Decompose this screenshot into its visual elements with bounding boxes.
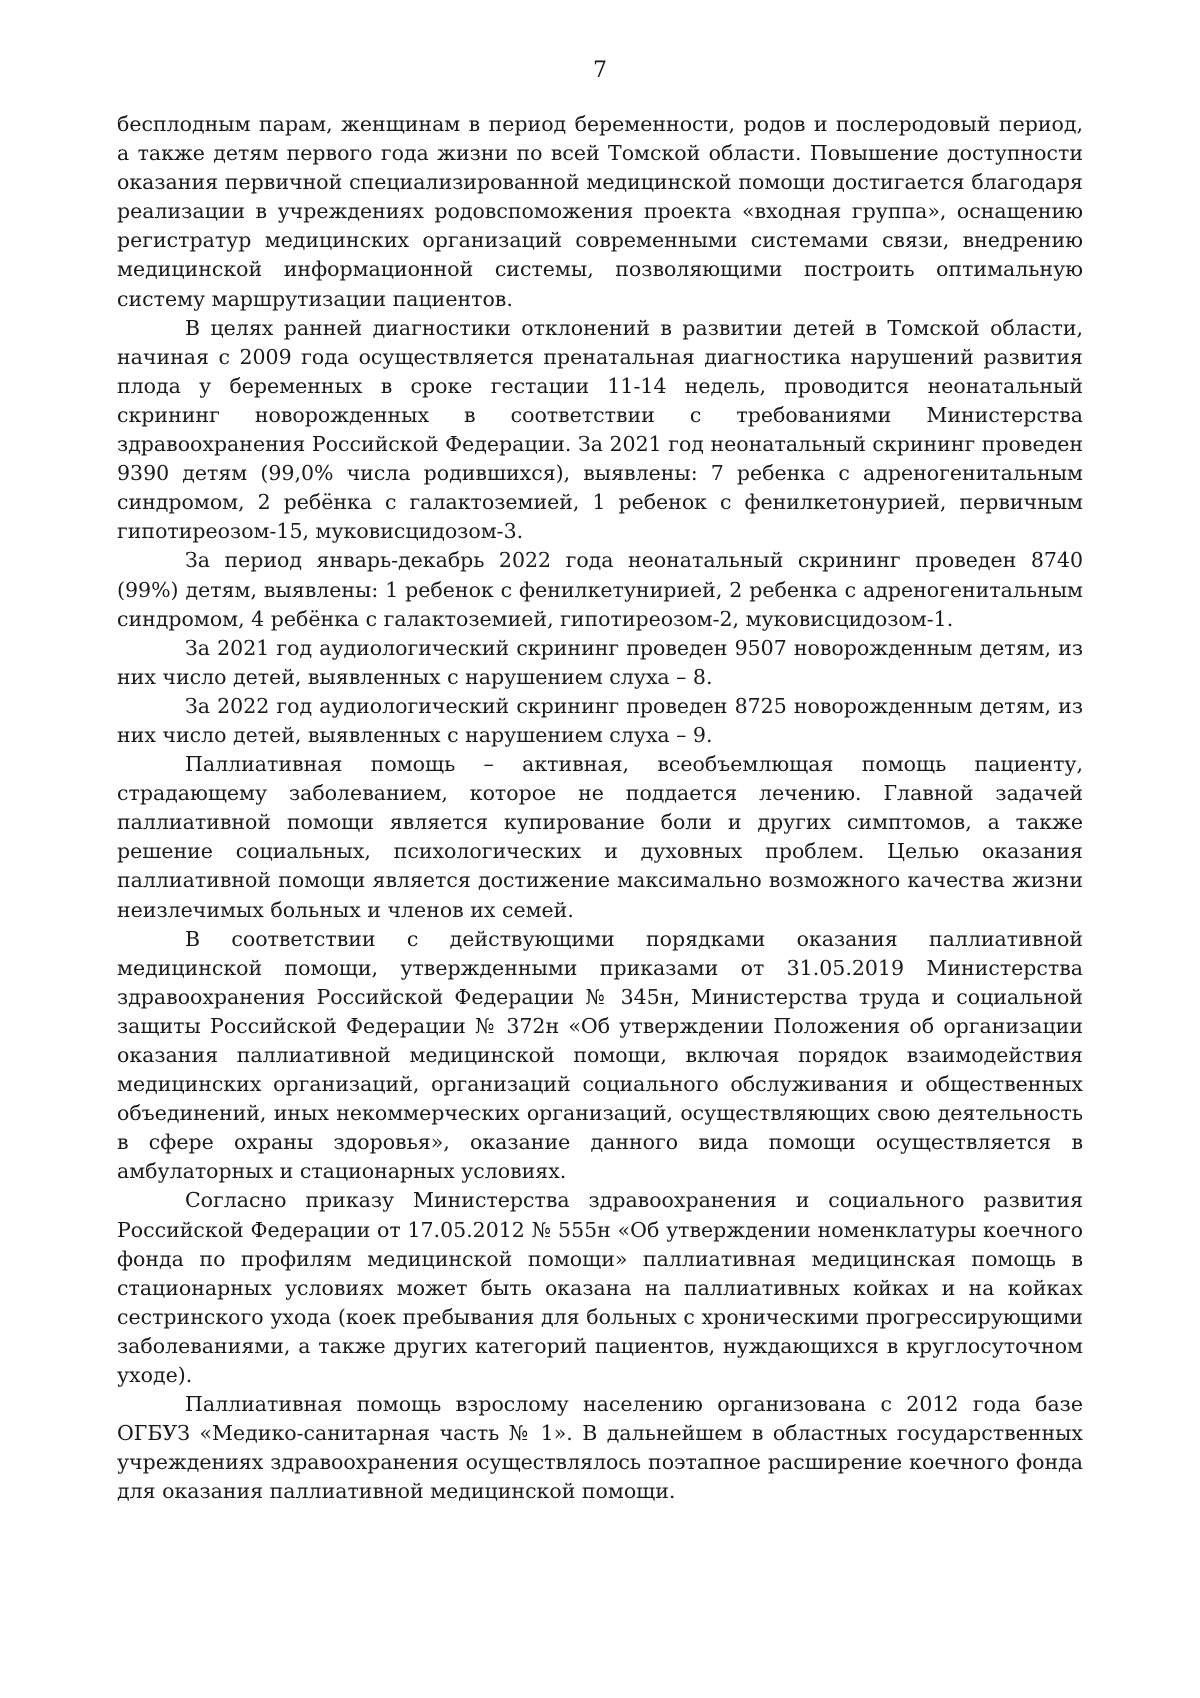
- paragraph-bed-nomenclature: Согласно приказу Министерства здравоохранения и социального развития Российской Федерации от 17.05.2012 № 555н «Об утверждении номенклатуры коечного фонда по профилям медицинской помощи» паллиативная медицинская помощь в стационарных условиях может быть оказана на паллиативных койках и на койках сестринского ухода (коек пребывания для больных с хроническими прогрессирующими заболеваниями, а также других категорий пациентов, нуждающихся в круглосуточном уходе).: [117, 1188, 1083, 1388]
- paragraph-continuation: бесплодным парам, женщинам в период беременности, родов и послеродовый период, а также детям первого года жизни по всей Томской области. Повышение доступности оказания первичной специализированной медицинской помощи достигается благодаря реализации в учреждениях родовспоможения проекта «входная группа», оснащению регистратур медицинских организаций современными системами связи, внедрению медицинской информационной системы, позволяющими построить оптимальную систему маршрутизации пациентов.: [117, 112, 1083, 311]
- paragraph-audiology-2021: За 2021 год аудиологический скрининг проведен 9507 новорожденным детям, из них число детей, выявленных с нарушением слуха – 8.: [117, 635, 1083, 689]
- paragraph-palliative-regulations: В соответствии с действующими порядками оказания паллиативной медицинской помощи, утвержденными приказами от 31.05.2019 Министерства здравоохранения Российской Федерации № 345н, Министерства труда и социальной защиты Российской Федерации № 372н «Об утверждении Положения об организации оказания паллиативной медицинской помощи, включая порядок взаимодействия медицинских организаций, организаций социального обслуживания и общественных объединений, иных некоммерческих организаций, осуществляющих свою деятельность в сфере охраны здоровья», оказание данного вида помощи осуществляется в амбулаторных и стационарных условиях.: [117, 926, 1083, 1184]
- document-body: [117, 110, 1083, 1507]
- paragraph-audiology-2022: За 2022 год аудиологический скрининг проведен 8725 новорожденным детям, из них число детей, выявленных с нарушением слуха – 9.: [117, 693, 1083, 747]
- paragraph-palliative-definition: Паллиативная помощь – активная, всеобъемлющая помощь пациенту, страдающему заболеванием, которое не поддается лечению. Главной задачей паллиативной помощи является купирование боли и других симптомов, а также решение социальных, психологических и духовных проблем. Целью оказания паллиативной помощи является достижение максимально возможного качества жизни неизлечимых больных и членов их семей.: [117, 752, 1083, 922]
- paragraph-screening-2022: За период январь-декабрь 2022 года неонатальный скрининг проведен 8740 (99%) детям, выявлены: 1 ребенок с фенилкетунирией, 2 ребенка с адреногенитальным синдромом, 4 ребёнка с галактоземией, гипотиреозом-2, муковисцидозом-1.: [117, 548, 1083, 631]
- page-number: 7: [593, 58, 607, 83]
- paragraph-neonatal-diagnostics: В целях ранней диагностики отклонений в развитии детей в Томской области, начиная с 2009 года осуществляется пренатальная диагностика нарушений развития плода у беременных в сроке гестации 11-14 недель, проводится неонатальный скрининг новорожденных в соответствии с требованиями Министерства здравоохранения Российской Федерации. За 2021 год неонатальный скрининг проведен 9390 детям (99,0% числа родившихся), выявлены: 7 ребенка с адреногенитальным синдромом, 2 ребёнка с галактоземией, 1 ребенок с фенилкетонурией, первичным гипотиреозом-15, муковисцидозом-3.: [117, 315, 1083, 544]
- paragraph-palliative-adults: Паллиативная помощь взрослому населению организована с 2012 года базе ОГБУЗ «Медико-санитарная часть № 1». В дальнейшем в областных государственных учреждениях здравоохранения осуществлялось поэтапное расширение коечного фонда для оказания паллиативной медицинской помощи.: [117, 1392, 1083, 1504]
